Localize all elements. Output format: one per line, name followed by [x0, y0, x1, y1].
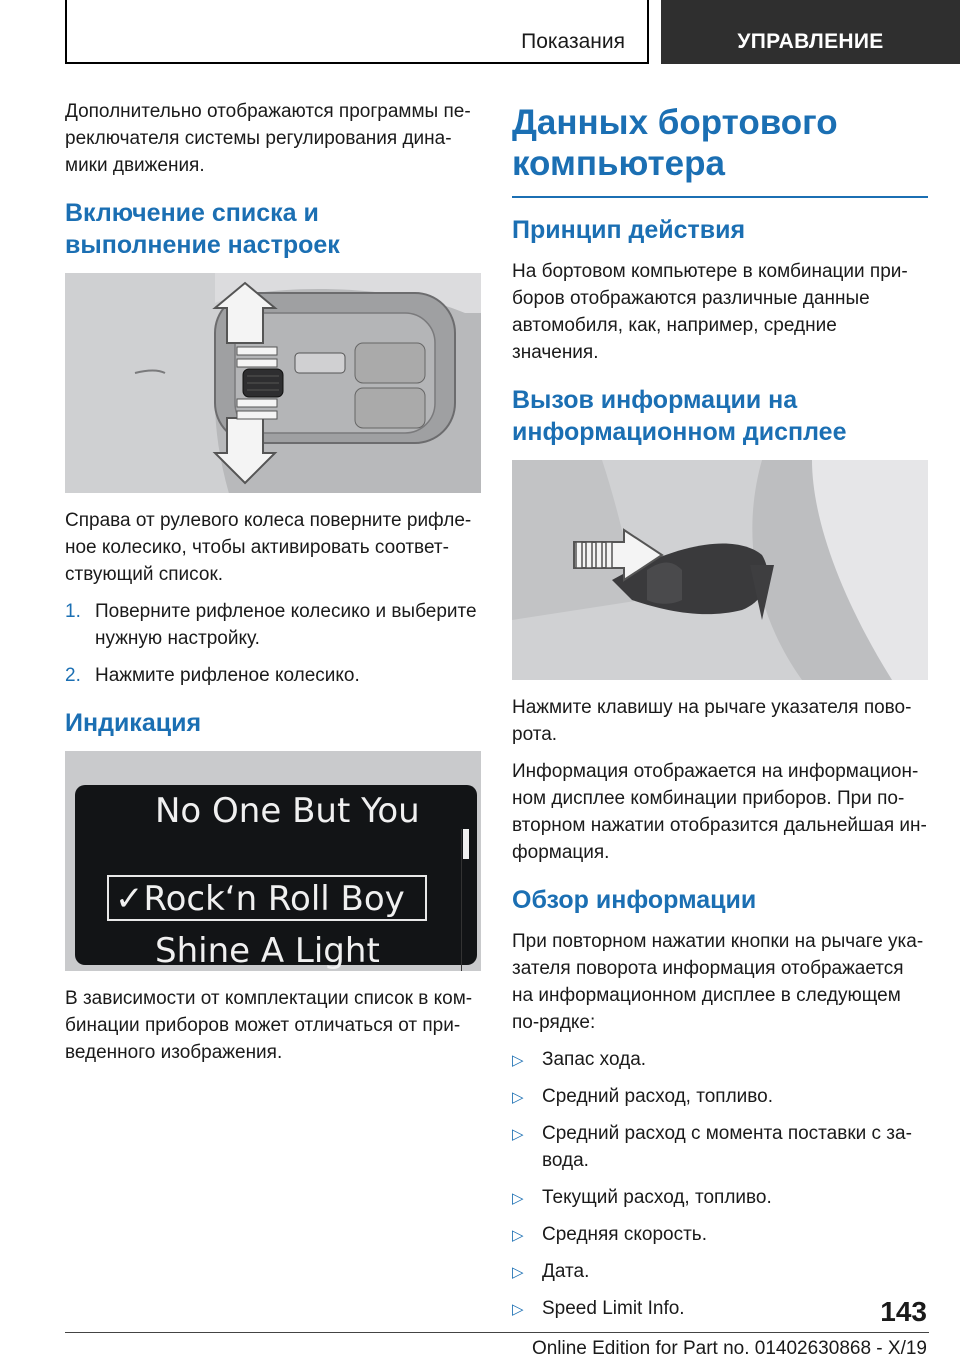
footer-divider: [65, 1332, 929, 1333]
bullet-text: Запас хода.: [542, 1049, 647, 1070]
call-paragraph-2: Информация отображается на информацион-ном дисплее комбинации приборов. При по-вторном нажатии отобразится дальнейшая ин-формация.: [512, 761, 927, 863]
display-list-item-selected: ✓Rock‘n Roll Boy: [115, 879, 405, 919]
display-list-item: Shine A Light: [155, 931, 380, 971]
display-caption: В зависимости от комплектации список в ком-бинации приборов может отличаться от при-веденного изображения.: [65, 988, 473, 1063]
triangle-bullet-icon: ▷: [512, 1089, 524, 1106]
call-paragraph-1: Нажмите клавишу на рычаге указателя пово-рота.: [512, 697, 912, 745]
list-item: [65, 662, 481, 689]
page-number: 143: [880, 1296, 927, 1327]
list-item: [512, 1295, 928, 1322]
list-item: [512, 1258, 928, 1285]
heading-principle: Принцип действия: [512, 216, 746, 244]
wheel-caption: Справа от рулевого колеса поверните рифле-ное колесико, чтобы активировать соответ-ствующий список.: [65, 510, 472, 585]
heading-list-settings: Включение списка и выполнение настроек: [65, 199, 340, 259]
header-chapter-tab: УПРАВЛЕНИЕ: [661, 0, 960, 64]
triangle-bullet-icon: ▷: [512, 1301, 524, 1318]
heading-overview: Обзор информации: [512, 886, 757, 914]
footer-edition-text: Online Edition for Part no. 01402630868 - X/19: [531, 1338, 927, 1359]
list-item: [512, 1221, 928, 1248]
step-text: Нажмите рифленое колесико.: [95, 665, 360, 686]
list-item: [512, 1120, 928, 1174]
left-column: [65, 98, 481, 1076]
display-list-item: No One But You: [155, 791, 420, 831]
steering-wheel-illustration: [65, 273, 481, 493]
overview-paragraph: При повторном нажатии кнопки на рычаге ука-зателя поворота информация отображается на информационном дисплее в следующем по-рядке:: [512, 931, 924, 1033]
display-screen: [75, 785, 477, 971]
triangle-bullet-icon: ▷: [512, 1052, 524, 1069]
title-divider: [512, 196, 928, 198]
list-item: [65, 598, 481, 652]
turn-signal-lever-illustration: [512, 460, 928, 680]
section-title: Данных бортового компьютера: [512, 103, 838, 183]
step-number: 2.: [65, 665, 81, 686]
header-section-box: [65, 0, 649, 64]
bullet-text: Средний расход, топливо.: [542, 1086, 774, 1107]
triangle-bullet-icon: ▷: [512, 1264, 524, 1281]
overview-bullet-list: [512, 1046, 928, 1322]
step-text: Поверните рифленое колесико и выберите нужную настройку.: [95, 601, 477, 649]
list-item: [512, 1184, 928, 1211]
intro-paragraph: Дополнительно отображаются программы пе-реключателя системы регулирования дина-мики движения.: [65, 101, 471, 176]
heading-display: Индикация: [65, 709, 202, 737]
triangle-bullet-icon: ▷: [512, 1190, 524, 1207]
triangle-bullet-icon: ▷: [512, 1126, 524, 1143]
bullet-text: Дата.: [542, 1261, 590, 1282]
steps-list: [65, 598, 481, 689]
right-column: [512, 98, 928, 1332]
list-item: [512, 1046, 928, 1073]
bullet-text: Средний расход с момента поставки с за-вода.: [542, 1123, 912, 1171]
step-number: 1.: [65, 601, 81, 622]
principle-paragraph: На бортовом компьютере в комбинации при-боров отображаются различные данные автомобиля, как, например, средние значения.: [512, 261, 908, 363]
display-scroll-thumb: [463, 829, 469, 859]
bullet-text: Текущий расход, топливо.: [542, 1187, 772, 1208]
bullet-text: Средняя скорость.: [542, 1224, 707, 1245]
list-item: [512, 1083, 928, 1110]
display-illustration: [65, 751, 481, 971]
heading-call-info: Вызов информации на информационном дисплее: [512, 386, 847, 446]
header-section-title: Показания: [521, 30, 625, 53]
bullet-text: Speed Limit Info.: [542, 1298, 685, 1319]
triangle-bullet-icon: ▷: [512, 1227, 524, 1244]
